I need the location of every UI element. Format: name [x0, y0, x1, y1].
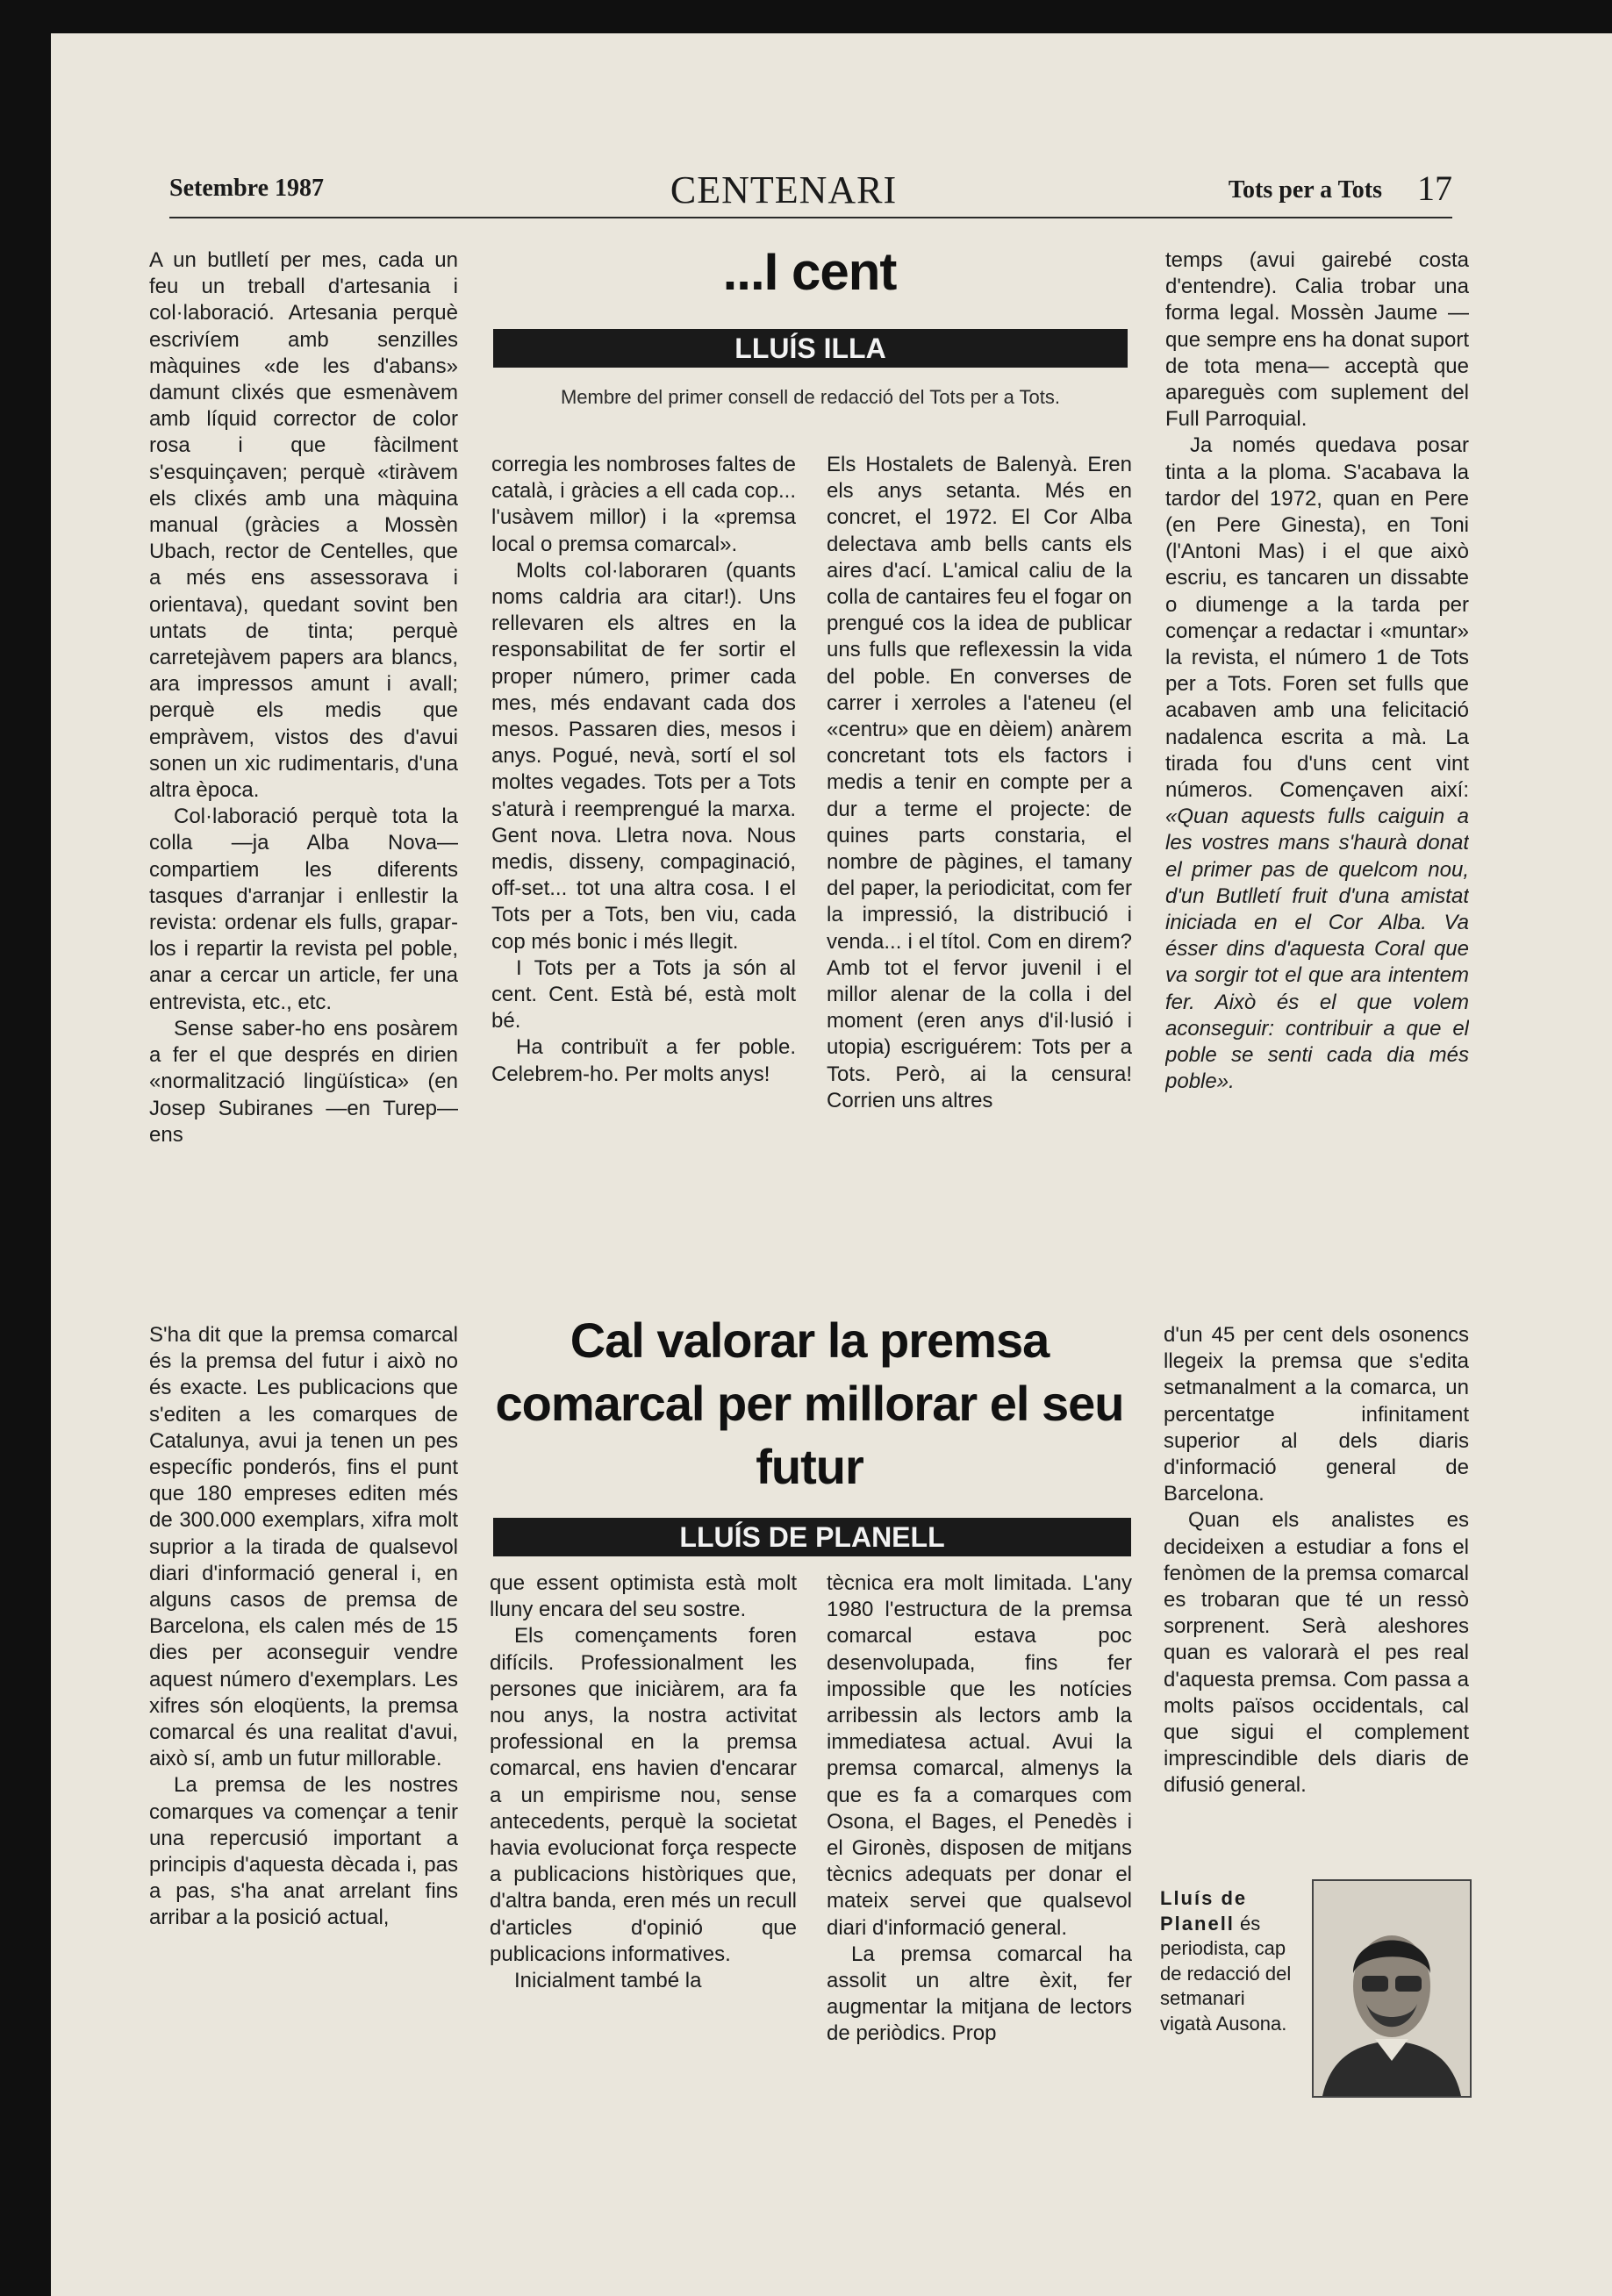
author-bio: [1160, 1886, 1299, 2097]
page-number: 17: [1417, 168, 1452, 208]
article1-author: LLUÍS ILLA: [493, 329, 1128, 368]
paragraph: corregia les nombroses faltes de català, i gràcies a ell cada cop... l'usàvem millor) i la «premsa local o premsa comarcal».: [491, 453, 796, 556]
paragraph: Els Hostalets de Balenyà. Eren els anys setanta. Més en concret, el 1972. El Cor Alba delectava amb bells cants els aires d'ací. L'amical caliu de la colla de cantaires feu el fogar on prengué cos la idea de publicar uns fulls que reflexessin la vida del poble. En converses de carrer i xerroles a l'ateneu (el «centru» que en dèiem) anàrem concretant tots els factors i medis a tenir en compte per a dur a terme el projecte: de quines parts constaria, el nombre de pàgines, el tamany del paper, la periodicitat, com fer la impressió, la distribució i venda... i el títol. Com en direm? Amb tot el fervor juvenil i el millor alenar de la colla i del moment (eren anys d'il·lusió i utopia) escriguérem: Tots per a Tots. Però, ai la censura! Corrien uns altres: [827, 453, 1132, 1112]
article2-column-1: [149, 1322, 458, 2112]
bio-paragraph: [1160, 1886, 1299, 2036]
paragraph: Quan els analistes es decideixen a estudiar a fons el fenòmen de la premsa comarcal es trobaran que té un ressò sorprenent. Serà aleshores quan es valorarà el pes real d'aquesta premsa. Com passa a molts països occidentals, cal que sigui el complement imprescindible dels diaris de difusió general.: [1164, 1508, 1469, 1798]
paragraph: Ha contribuït a fer poble. Celebrem-ho. Per molts anys!: [491, 1035, 796, 1086]
article2-column-3: [827, 1570, 1132, 2114]
bio-description: és periodista, cap de redacció del setmanari vigatà Ausona.: [1160, 1912, 1292, 2035]
author-photo: [1312, 1879, 1472, 2098]
paragraph: d'un 45 per cent dels osonencs llegeix la premsa que s'edita setmanalment a la comarca, un percentatge infinitament superior al dels diaris d'informació general de Barcelona.: [1164, 1323, 1469, 1506]
paragraph-text: Ja només quedava posar tinta a la ploma. S'acabava la tardor del 1972, quan en Pere (en Pere Ginesta), en Toni (l'Antoni Mas) i el que això escriu, es tancaren un dissabte o diumenge a la tarda per començar a redactar i «muntar» la revista, el número 1 de Tots per a Tots. Foren set fulls que acabaven amb una felicitació nadalenca escrita a mà. La tirada fou d'uns cent vint números. Començaven així:: [1165, 433, 1469, 803]
section-title: CENTENARI: [670, 168, 898, 211]
article1-column-3: [827, 452, 1132, 1241]
paragraph: S'ha dit que la premsa comarcal és la premsa del futur i això no és exacte. Les publicacions que s'editen a les comarques de Catalunya, avui ja tenen un pes específic ponderós, fins el punt que 180 empreses editen més de 300.000 exemplars, xifra molt suprior a la tirada de qualsevol diari d'informació general i, en alguns casos de premsa de Barcelona, els calen més de 15 dies per aconseguir vendre aquest número d'exemplars. Les xifres són eloqüents, la premsa comarcal és una realitat d'avui, això sí, amb un futur millorable.: [149, 1323, 458, 1771]
paragraph: A un butlletí per mes, cada un feu un treball d'artesania i col·laboració. Artesania perquè escrivíem amb senzilles màquines «de les d'abans» damunt clixés que esmenàvem amb líquid corrector de color rosa i que fàcilment s'esquinçaven; perquè «tiràvem els clixés amb una màquina manual (gràcies a Mossèn Ubach, rector de Centelles, que a més ens assessorava i orientava), quedant sovint ben untats de tinta; perquè carretejàvem papers ara blancs, ara impressos amunt i avall; perquè els medis que empràvem, vistos des d'avui sonen un xic rudimentaris, d'una altra època.: [149, 248, 458, 803]
publication-name: Tots per a Tots: [1228, 176, 1382, 204]
issue-date: Setembre 1987: [169, 175, 324, 202]
article2-author: LLUÍS DE PLANELL: [493, 1518, 1131, 1556]
article2-column-4: [1164, 1322, 1469, 1866]
paragraph: temps (avui gairebé costa d'entendre). Calia trobar una forma legal. Mossèn Jaume —que sempre ens ha donat suport de tota mena— acceptà que apareguès com suplement del Full Parroquial.: [1165, 248, 1469, 432]
author-portrait-image: [1314, 1881, 1470, 2096]
paragraph: La premsa de les nostres comarques va començar a tenir una repercusió important a principis d'aquesta dècada i, pas a pas, s'ha anat arrelant fins arribar a la posició actual,: [149, 1773, 458, 1930]
article1-column-1: [149, 247, 458, 1248]
page-header: [169, 166, 1452, 218]
article1-subtitle: Membre del primer consell de redacció del Tots per a Tots.: [560, 386, 1060, 408]
paragraph: Inicialment també la: [514, 1969, 702, 1993]
quote-text: «Quan aquests fulls caiguin a les vostres mans s'haurà donat el primer pas de quelcom nou, d'un Butlletí fruit d'una amistat iniciada en el Cor Alba. Va ésser dins d'aquesta Coral que va sorgir tot el que ara intentem fer. Això és el que volem aconseguir: contribuir a que el poble se senti cada dia més poble».: [1165, 805, 1469, 1094]
article1-column-2: [491, 452, 796, 1241]
paragraph: Col·laboració perquè tota la colla —ja Alba Nova— compartiem les diferents tasques d'arranjar i enllestir la revista: ordenar els fulls, grapar-los i repartir la revista pel poble, anar a cercar un article, fer una entrevista, etc., etc.: [149, 805, 458, 1014]
paragraph: que essent optimista està molt lluny encara del seu sostre.: [490, 1571, 797, 1622]
paragraph: Els començaments foren difícils. Professionalment les persones que iniciàrem, ara fa nou anys, la nostra activitat professional en la premsa comarcal, ens havien d'encarar a un empirisme nou, sense antecedents, perquè la societat havia evolucionat força respecte a publicacions històriques que, d'altra banda, eren més un recull d'articles d'opinió que publicacions informatives.: [490, 1624, 797, 1966]
paragraph: [1165, 433, 1469, 1095]
article1-column-4: [1165, 247, 1469, 1256]
article2-column-2: [490, 1570, 797, 2114]
paragraph: tècnica era molt limitada. L'any 1980 l'estructura de la premsa comarcal estava poc desenvolupada, fins fer impossible que les notícies arribessin als lectors amb la immediatesa actual. Avui la premsa comarcal, almenys la que es fa a comarques com Osona, el Bages, el Penedès i el Gironès, disposen de mitjans tècnics adequats per donar el mateix servei que qualsevol diari d'informació general.: [827, 1571, 1132, 1940]
article2-title: Cal valorar la premsa comarcal per millorar el seu futur: [495, 1313, 1124, 1494]
paragraph: Molts col·laboraren (quants noms caldria ara citar!). Uns rellevaren els altres en la responsabilitat de fer sortir el proper número, primer cada mes, més endavant cada dos mesos. Passaren dies, mesos i anys. Pogué, nevà, sortí el sol moltes vegades. Tots per a Tots s'aturà i reemprengué la marxa. Gent nova. Lletra nova. Nous medis, disseny, compaginació, off-set... tot una altra cosa. I el Tots per a Tots, ben viu, cada cop més bonic i més llegit.: [491, 558, 796, 954]
bio-author-name: Lluís de Planell: [1160, 1887, 1248, 1935]
paragraph: Sense saber-ho ens posàrem a fer el que després en dirien «normalització lingüística» (en Josep Subiranes —en Turep— ens: [149, 1016, 458, 1147]
article1-title: ...I cent: [722, 242, 897, 301]
paragraph: La premsa comarcal ha assolit un altre èxit, fer augmentar la mitjana de lectors de periòdics. Prop: [827, 1942, 1132, 2046]
paragraph: I Tots per a Tots ja són al cent. Cent. Està bé, està molt bé.: [491, 955, 796, 1034]
